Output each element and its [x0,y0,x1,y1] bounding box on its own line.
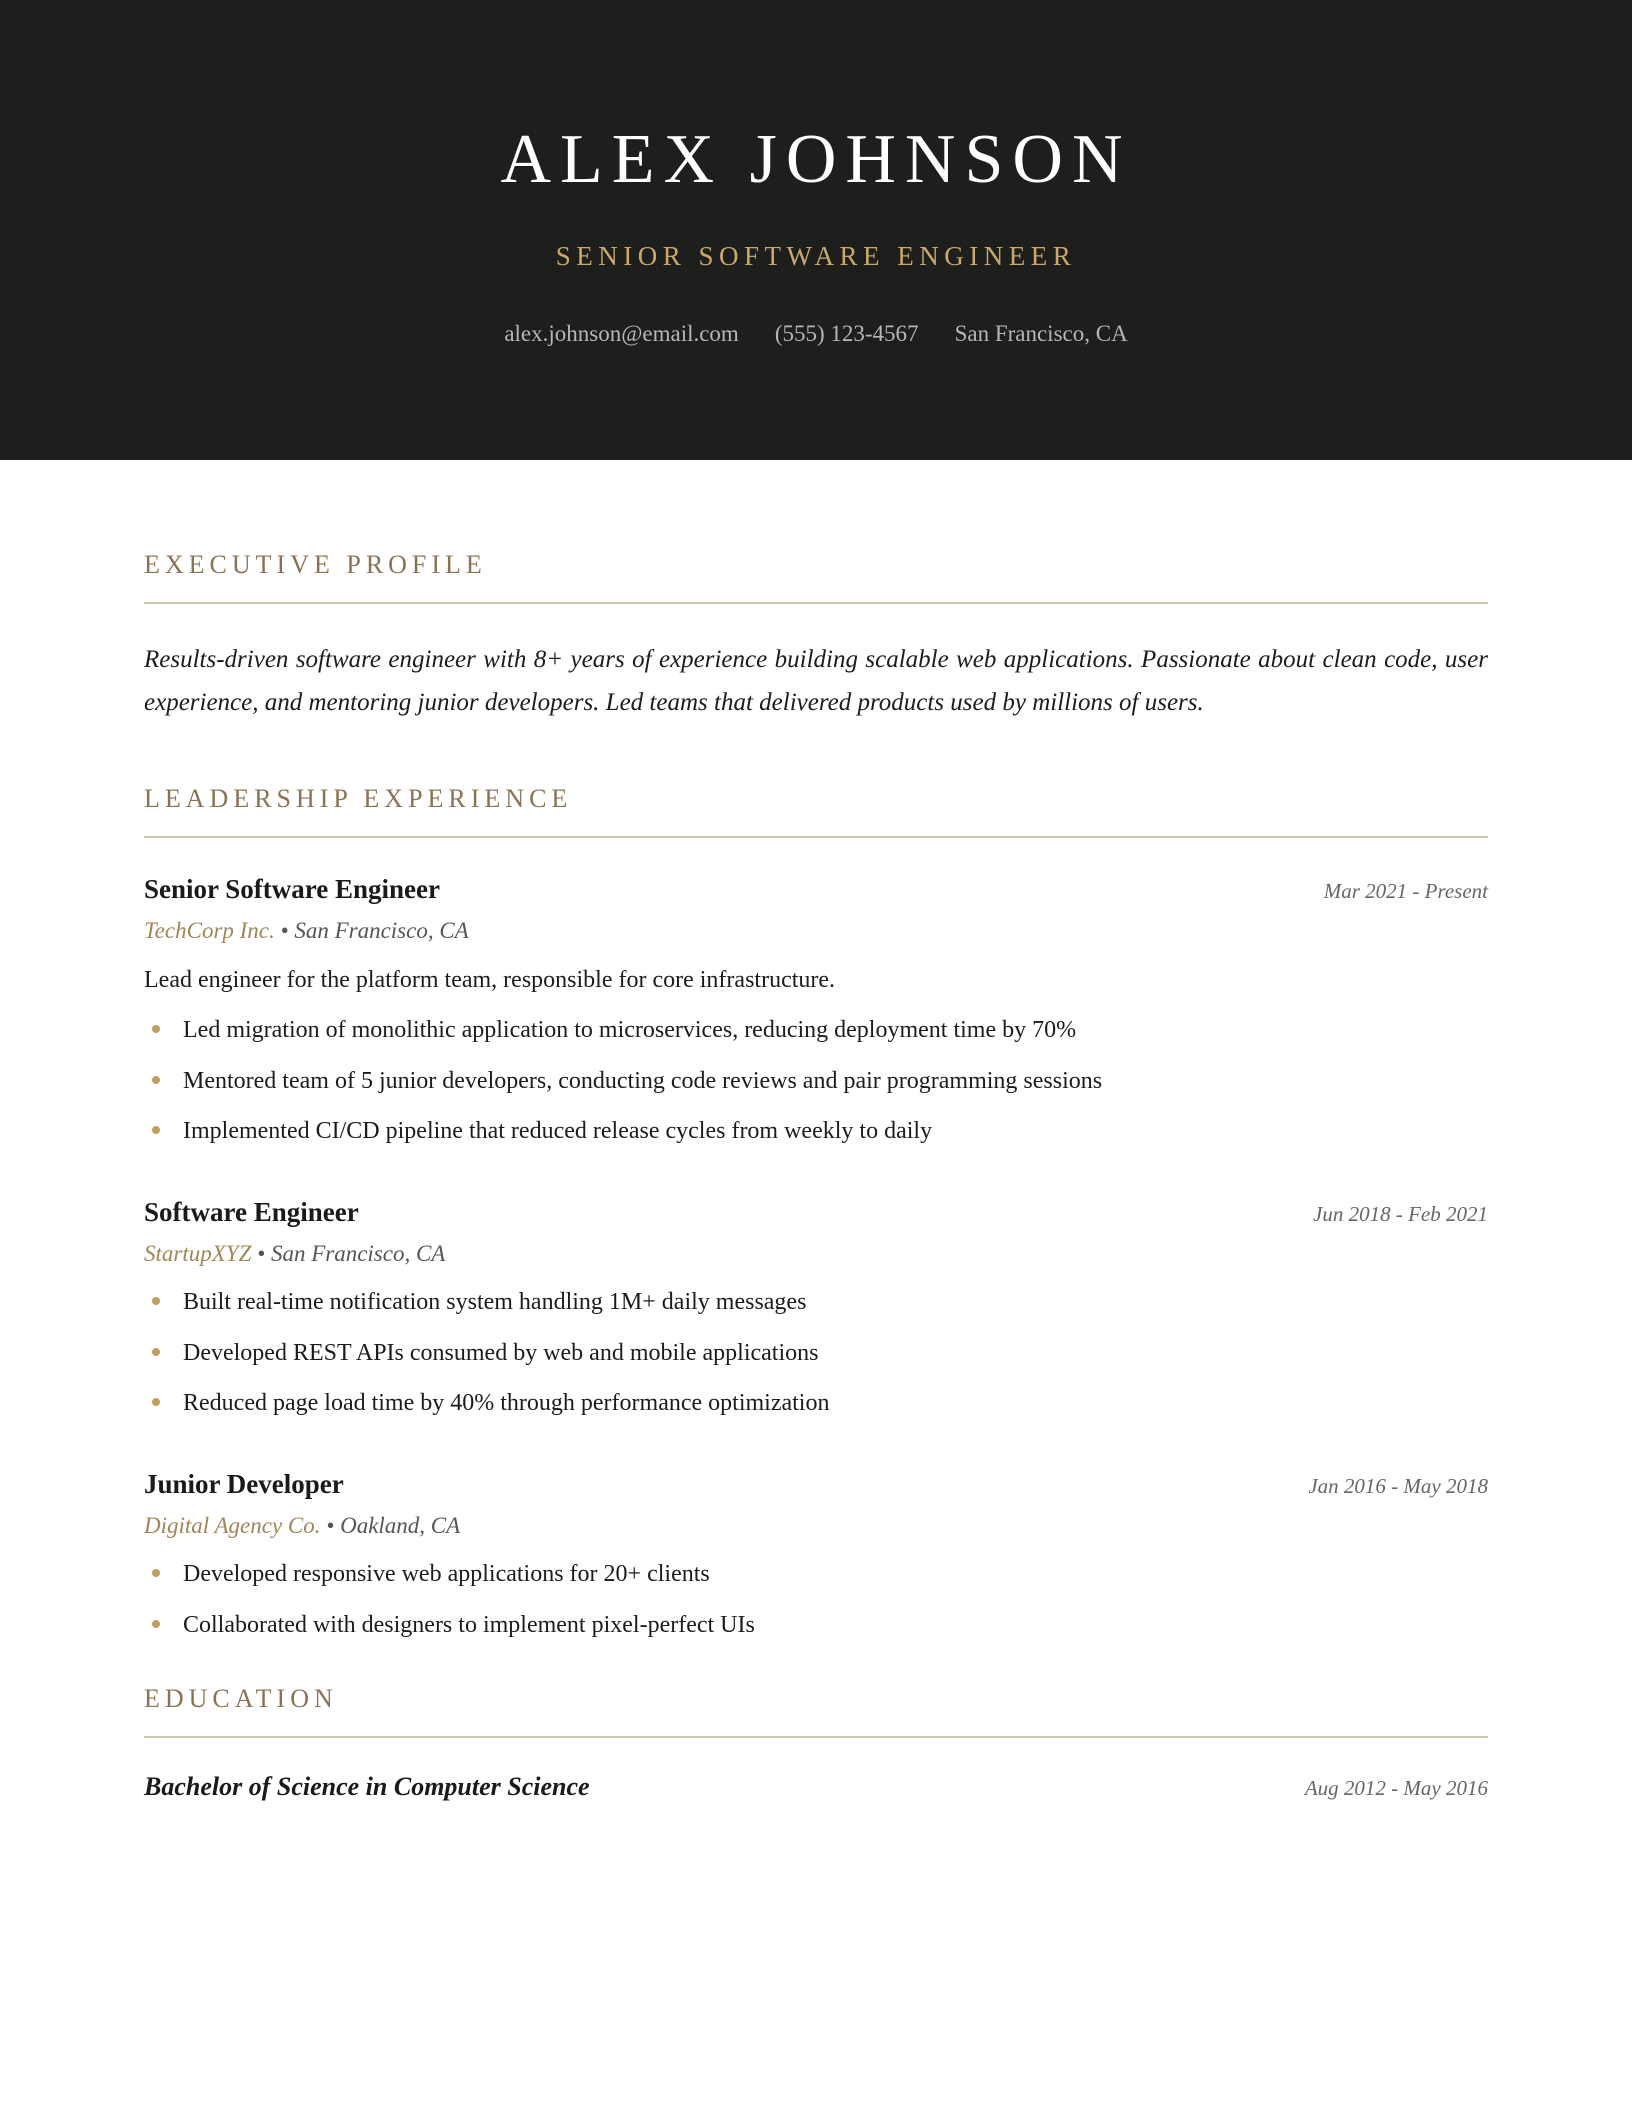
job-location: San Francisco, CA [294,918,469,944]
job-position-title: Software Engineer [144,1197,359,1228]
job-date-range: Jan 2016 - May 2018 [1308,1474,1488,1499]
job-bullet-item [144,1285,1488,1320]
job-bullet-text: Developed REST APIs consumed by web and mobile applications [183,1339,819,1366]
job-bullet-text: Collaborated with designers to implement pixel-perfect UIs [183,1611,755,1638]
education-degree: Bachelor of Science in Computer Science [144,1772,590,1802]
job-company-name: Digital Agency Co. [144,1513,321,1539]
job-bullet-item [144,1608,1488,1643]
section-executive-profile [144,552,1488,724]
job-bullet-item [144,1557,1488,1592]
job-bullet-text: Mentored team of 5 junior developers, conducting code reviews and pair programming sessions [183,1067,1103,1094]
job-bullet-text: Implemented CI/CD pipeline that reduced release cycles from weekly to daily [183,1118,933,1145]
candidate-name: ALEX JOHNSON [500,121,1132,198]
job-meta-separator: • [251,1241,271,1267]
resume-header [0,0,1632,460]
job-date-range: Mar 2021 - Present [1323,879,1488,903]
education-date-range: Aug 2012 - May 2016 [1304,1776,1488,1801]
job-date-range: Jun 2018 - Feb 2021 [1313,1202,1488,1227]
job-bullet-item [144,1336,1488,1371]
section-divider [144,836,1488,838]
experience-entry [144,1195,1488,1421]
job-company-location [144,1509,1488,1544]
job-bullet-text: Developed responsive web applications for 20+ clients [183,1560,710,1587]
job-bullet-item [144,1386,1488,1421]
bullet-dot-icon [152,1076,160,1084]
section-heading-profile: EXECUTIVE PROFILE [144,550,487,579]
contact-phone[interactable]: (555) 123-4567 [774,321,919,346]
job-position-title: Senior Software Engineer [144,874,440,904]
experience-entry-header [144,1467,1488,1502]
contact-email[interactable]: alex.johnson@email.com [504,321,739,346]
section-leadership-experience [144,786,1488,1642]
job-bullet-item [144,1114,1488,1149]
bullet-dot-icon [152,1348,160,1356]
profile-summary-text: Results-driven software engineer with 8+ years of experience building scalable web applications. Passionate about clean code, user experience, and mentoring junior developers. Led teams that delivered products used by millions of users. [144,646,1488,716]
resume-body [0,460,1632,1802]
job-description: Lead engineer for the platform team, responsible for core infrastructure. [144,966,836,993]
experience-entry-header [144,872,1488,907]
bullet-dot-icon [152,1620,160,1628]
job-bullet-list [144,1557,1488,1643]
bullet-dot-icon [152,1126,160,1134]
section-heading-experience: LEADERSHIP EXPERIENCE [144,784,573,813]
bullet-dot-icon [152,1569,160,1577]
experience-entry [144,872,1488,1149]
experience-entry [144,1467,1488,1642]
section-divider [144,602,1488,604]
job-bullet-text: Led migration of monolithic application to microservices, reducing deployment time by 70% [183,1016,1077,1043]
candidate-job-title: SENIOR SOFTWARE ENGINEER [555,241,1077,271]
section-heading-education: EDUCATION [144,1684,338,1714]
contact-info [504,322,1127,345]
job-bullet-text: Reduced page load time by 40% through performance optimization [183,1390,830,1417]
job-meta-separator: • [274,918,295,944]
job-bullet-text: Built real-time notification system handling 1M+ daily messages [183,1288,807,1315]
job-position-title: Junior Developer [144,1469,344,1500]
section-education [144,1686,1488,1802]
job-location: Oakland, CA [340,1513,461,1539]
job-company-location [144,1237,1488,1272]
job-bullet-item [144,1013,1488,1048]
job-location: San Francisco, CA [270,1241,446,1267]
contact-location: San Francisco, CA [954,321,1128,346]
bullet-dot-icon [152,1025,160,1033]
job-bullet-item [144,1064,1488,1099]
job-bullet-list [144,1285,1488,1421]
bullet-dot-icon [152,1297,160,1305]
education-entry [144,1772,1488,1802]
job-company-name: StartupXYZ [144,1241,252,1267]
job-company-name: TechCorp Inc. [144,918,275,944]
experience-entry-header [144,1195,1488,1230]
bullet-dot-icon [152,1398,160,1406]
section-divider [144,1736,1488,1738]
job-meta-separator: • [320,1513,341,1539]
job-bullet-list [144,1013,1488,1149]
job-company-location [144,914,1488,949]
